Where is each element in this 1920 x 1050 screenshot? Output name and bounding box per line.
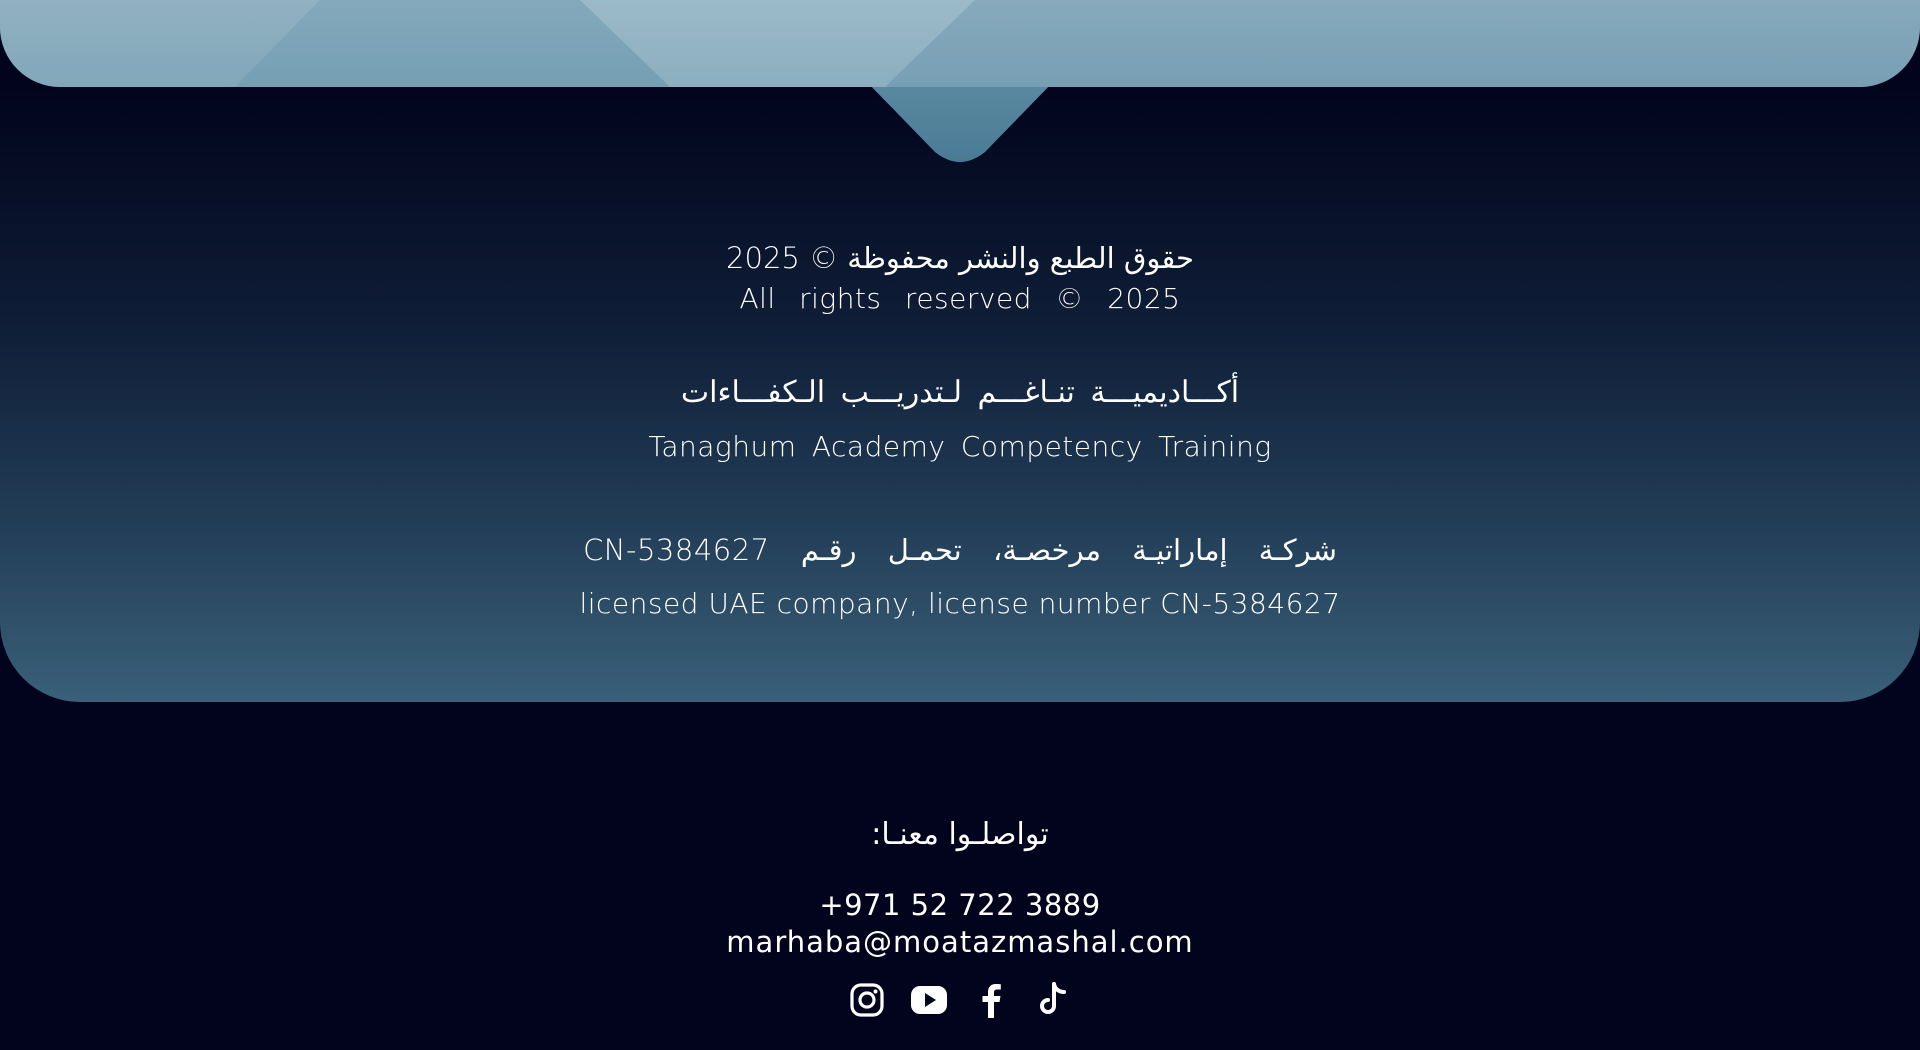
instagram-icon[interactable] bbox=[847, 978, 887, 1022]
copyright-english: All rights reserved © 2025 bbox=[739, 282, 1181, 315]
top-banner-band bbox=[0, 0, 1920, 87]
copyright-arabic: حقوق الطبع والنشر محفوظة © 2025 bbox=[726, 241, 1194, 275]
license-english: licensed UAE company, license number CN-5384627 bbox=[579, 587, 1341, 620]
youtube-icon[interactable] bbox=[909, 978, 949, 1022]
academy-name-arabic: أكـــاديميـــة تنـاغـــم لـتدريـــب الـكفـــاءات bbox=[680, 375, 1240, 410]
contact-heading: تواصلـوا معنـا: bbox=[871, 817, 1049, 852]
contact-phone-link[interactable]: +971 52 722 3889 bbox=[819, 888, 1101, 922]
contact-email-link[interactable]: marhaba@moatazmashal.com bbox=[726, 925, 1194, 959]
banner-facets bbox=[0, 0, 1920, 87]
facebook-icon[interactable] bbox=[971, 978, 1011, 1022]
license-arabic: شركـة إماراتيـة مرخصـة، تحمـل رقـم CN-5384627 bbox=[583, 533, 1337, 567]
social-links bbox=[0, 978, 1920, 1022]
academy-name-english: Tanaghum Academy Competency Training bbox=[648, 430, 1272, 463]
tiktok-icon[interactable] bbox=[1033, 978, 1073, 1022]
